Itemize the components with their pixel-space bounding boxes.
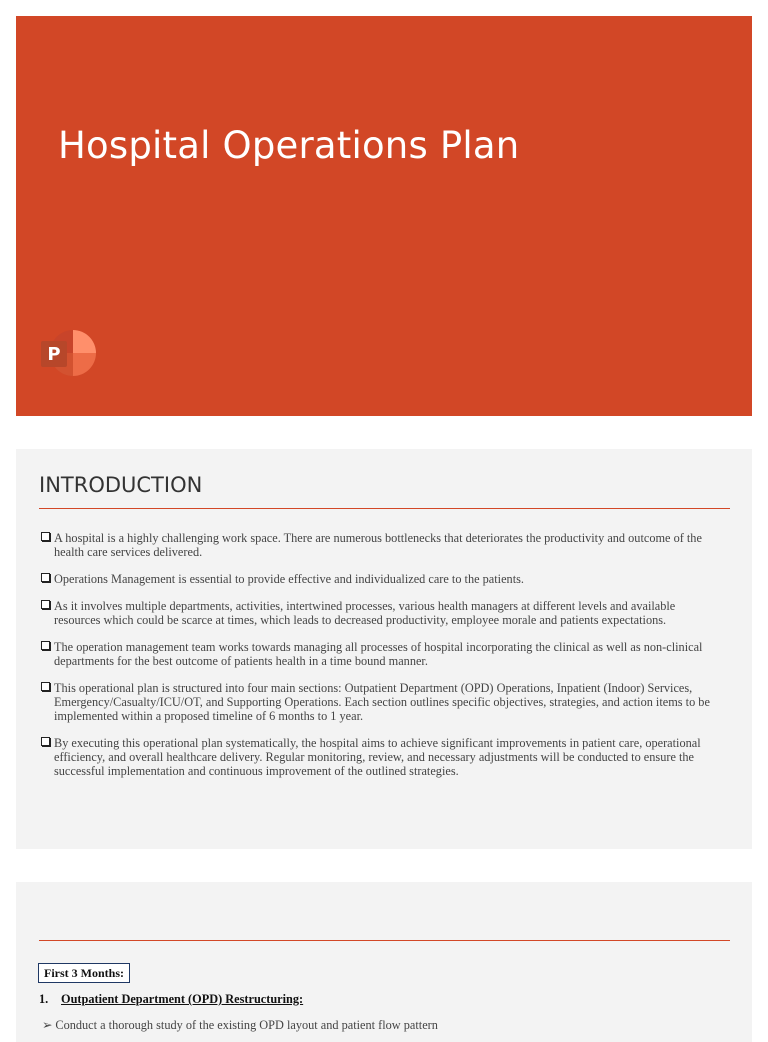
checkbox-bullet-icon [41, 532, 50, 541]
period-label: First 3 Months: [38, 963, 130, 983]
list-item: Operations Management is essential to provide effective and individualized care to the patients. [40, 572, 716, 586]
checkbox-bullet-icon [41, 573, 50, 582]
heading-divider [39, 940, 730, 941]
section-heading [39, 992, 303, 1007]
list-item: This operational plan is structured into four main sections: Outpatient Department (OPD) Operations, Inpatient (Indoor) Services, Emergency/Casualty/ICU/OT, and Supporting Operations. Each section outlines specific objectives, strategies, and action items to be implemented within a proposed timeline of 6 months to 1 year. [40, 681, 716, 723]
introduction-heading: INTRODUCTION [39, 473, 203, 497]
list-item: By executing this operational plan systematically, the hospital aims to achieve significant improvements in patient care, operational efficiency, and overall healthcare delivery. Regular monitoring, review, and necessary adjustments will be conducted to ensure the successful implementation and continuous improvement of the outlined strategies. [40, 736, 716, 778]
title-slide [16, 16, 752, 416]
checkbox-bullet-icon [41, 682, 50, 691]
introduction-slide [16, 449, 752, 849]
section-number: 1. [39, 992, 49, 1006]
powerpoint-logo-icon [41, 329, 99, 377]
list-item: ➢ Conduct a thorough study of the existing OPD layout and patient flow pattern [42, 1018, 438, 1032]
section-title: Outpatient Department (OPD) Restructuring: [61, 992, 304, 1006]
list-item: The operation management team works towards managing all processes of hospital incorporating the clinical as well as non-clinical departments for the best outcome of patients health in a time bound manner. [40, 640, 716, 668]
list-item: As it involves multiple departments, activities, intertwined processes, various health managers at different levels and available resources which could be scarce at times, which leads to decreased productivity, employee morale and patients expectations. [40, 599, 716, 627]
heading-divider [39, 508, 730, 509]
logo-letter: P [47, 344, 61, 365]
list-item: A hospital is a highly challenging work space. There are numerous bottlenecks that deteriorates the productivity and outcome of the health care services delivered. [40, 531, 716, 559]
checkbox-bullet-icon [41, 641, 50, 650]
checkbox-bullet-icon [41, 737, 50, 746]
arrow-bullet-icon: ➢ [42, 1018, 56, 1032]
plan-slide [16, 882, 752, 1042]
presentation-title: Hospital Operations Plan [58, 124, 520, 167]
checkbox-bullet-icon [41, 600, 50, 609]
introduction-bullet-list [40, 531, 716, 791]
